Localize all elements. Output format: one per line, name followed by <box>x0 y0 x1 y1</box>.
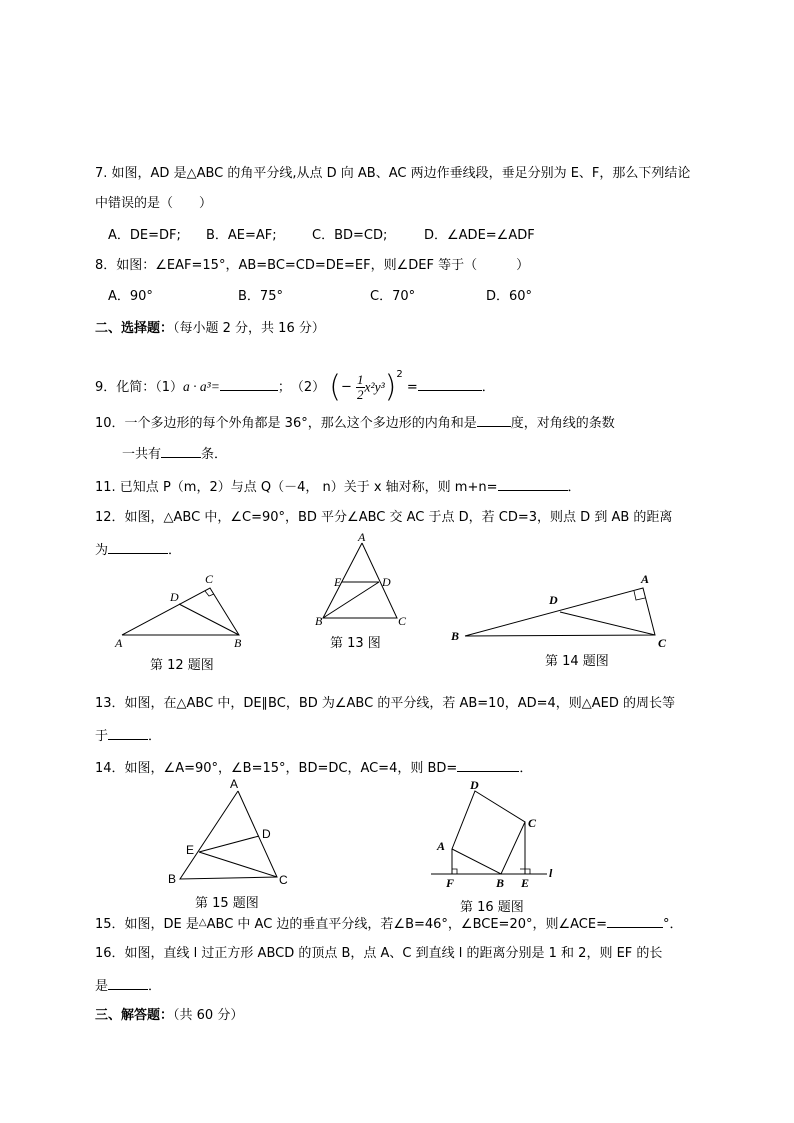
q14-text: 14．如图，∠A=90°，∠B=15°，BD=DC，AC=4，则 BD= <box>95 761 458 776</box>
q8-options <box>108 288 708 306</box>
q9-expr1: a · a³= <box>183 379 220 394</box>
q9-sep: ； （2） <box>277 380 326 395</box>
fig13-caption: 第 13 图 <box>330 636 381 651</box>
q15-end: °． <box>663 917 683 932</box>
q10-blank1[interactable] <box>477 413 511 427</box>
q10-line1 <box>95 413 615 433</box>
fig13-label-b: B <box>315 614 323 628</box>
section2-title: 二、选择题： <box>95 321 174 336</box>
q12-line1: 12．如图，△ABC 中，∠C=90°，BD 平分∠ABC 交 AC 于点 D，若 CD=3，则点 D 到 AB 的距离 <box>95 510 673 525</box>
q15-text1: 15．如图，DE 是 <box>95 917 199 932</box>
q16-line2 <box>95 976 161 996</box>
q12-line2 <box>95 540 181 560</box>
q16-blank[interactable] <box>108 976 148 990</box>
section3-note: （共 60 分） <box>173 1008 244 1023</box>
q7-option-d: D．∠ADE=∠ADF <box>424 228 535 243</box>
q15-blank[interactable] <box>607 914 663 928</box>
q15-text2: ABC 中 AC 边的垂直平分线，若∠B=46°，∠BCE=20°，则∠ACE= <box>206 917 607 932</box>
figure-15 <box>160 776 295 888</box>
section2-heading <box>95 320 325 338</box>
q9-fraction <box>356 373 365 402</box>
q8-text: 8．如图：∠EAF=15°，AB=BC=CD=DE=EF，则∠DEF 等于（ ） <box>95 258 530 273</box>
q13-line2b: ． <box>148 729 162 744</box>
q9-exponent: 2 <box>396 369 403 380</box>
q14-blank[interactable] <box>457 758 519 772</box>
section2-note: （每小题 2 分，共 16 分） <box>173 321 325 336</box>
q7-line2: 中错误的是（ ） <box>95 196 213 211</box>
q7-option-b: B．AE=AF; <box>206 228 277 243</box>
fig12-caption: 第 12 题图 <box>150 658 214 673</box>
q8-option-b: B．75° <box>238 289 283 304</box>
q8-option-a: A．90° <box>108 289 153 304</box>
q9-minus: − <box>340 379 352 395</box>
fig16-label-b: B <box>496 876 505 890</box>
q9-blank1[interactable] <box>220 377 278 391</box>
q11-blank[interactable] <box>498 477 568 491</box>
q10-blank2[interactable] <box>161 444 201 458</box>
q8-option-d: D．60° <box>486 289 533 304</box>
q16-line2b: ． <box>148 979 162 994</box>
q10-line2b: 条． <box>201 447 228 462</box>
q13-line2 <box>95 726 161 746</box>
fig16-label-a: A <box>437 839 446 853</box>
q7-line1: 7. 如图，AD 是△ABC 的角平分线,从点 D 向 AB、AC 两边作垂线段，垂足分别为 E、F，那么下列结论 <box>95 166 691 181</box>
figure-16 <box>425 776 565 892</box>
figure-14 <box>445 570 675 652</box>
figure-13 <box>310 530 415 630</box>
q12-line2b: ． <box>168 543 182 558</box>
q8-option-c: C．70° <box>370 289 416 304</box>
q9-eq: = <box>406 380 418 395</box>
fig16-label-f: F <box>446 876 455 890</box>
fig14-label-a: A <box>641 572 650 586</box>
q7-option-c: C．BD=CD; <box>312 228 388 243</box>
fig16-label-l: l <box>549 866 553 880</box>
q14 <box>95 758 532 778</box>
q9: 9．化简：（1）a · a³= ； （2） (− $\frac{1}{2}$ x²y³)$^2$ = ． <box>95 369 495 405</box>
q10-line2a: 一共有 <box>122 447 162 462</box>
fig14-label-d: D <box>549 593 558 607</box>
q7-option-a: A．DE=DF; <box>108 228 181 243</box>
fig15-label-b: B <box>168 872 177 886</box>
q13-blank[interactable] <box>108 726 148 740</box>
fig13-label-a: A <box>358 530 366 544</box>
fig13-label-d: D <box>382 575 391 589</box>
q11 <box>95 477 581 497</box>
q10-line1b: 度，对角线的条数 <box>510 416 615 431</box>
q15-triangle: △ <box>198 917 207 928</box>
fig13-label-e: E <box>334 575 342 589</box>
q11-text: 11. 已知点 P（m，2）与点 Q（－4， n）关于 x 轴对称，则 m+n= <box>95 480 498 495</box>
fig15-label-e: E <box>186 843 195 857</box>
fig15-label-a: A <box>230 777 239 791</box>
q9-body: x²y³ <box>364 379 385 395</box>
q10-line1a: 10．一个多边形的每个外角都是 36°，那么这个多边形的内角和是 <box>95 416 477 431</box>
q16-line1: 16．如图，直线 l 过正方形 ABCD 的顶点 B，点 A、C 到直线 l 的距离分别是 1 和 2，则 EF 的长 <box>95 946 663 961</box>
q14-end: ． <box>519 761 533 776</box>
q9-prefix: 9．化简：（1） <box>95 380 184 395</box>
fig16-label-c: C <box>528 816 537 830</box>
fig14-label-b: B <box>451 629 460 643</box>
fig12-label-a: A <box>115 636 123 650</box>
q10-line2 <box>122 444 227 464</box>
q9-left-paren: ( <box>329 369 341 405</box>
fig16-label-e: E <box>521 876 530 890</box>
fig12-label-c: C <box>205 572 214 586</box>
section3-title: 三、解答题： <box>95 1008 174 1023</box>
fig12-label-d: D <box>170 590 179 604</box>
fig15-label-d: D <box>262 827 271 841</box>
q15 <box>95 914 683 934</box>
section3-heading <box>95 1007 243 1025</box>
fig14-label-c: C <box>658 636 667 650</box>
q12-blank[interactable] <box>108 540 168 554</box>
fig15-caption: 第 15 题图 <box>195 896 259 911</box>
fig16-caption: 第 16 题图 <box>460 900 524 915</box>
q13-line1: 13．如图，在△ABC 中，DE∥BC，BD 为∠ABC 的平分线，若 AB=10，AD=4，则△AED 的周长等 <box>95 696 676 711</box>
q9-denominator: 2 <box>357 387 364 402</box>
q13-line2a: 于 <box>95 729 109 744</box>
q9-blank2[interactable] <box>418 377 482 391</box>
q11-end: ． <box>567 480 581 495</box>
q9-numerator: 1 <box>357 372 364 387</box>
fig13-label-c: C <box>398 614 407 628</box>
q16-line2a: 是 <box>95 979 109 994</box>
q7-options <box>108 227 708 245</box>
figure-12 <box>110 570 250 652</box>
fig14-caption: 第 14 题图 <box>545 654 609 669</box>
q9-right-paren: ) <box>384 369 397 405</box>
fig15-label-c: C <box>279 873 288 887</box>
fig12-label-b: B <box>234 636 242 650</box>
q12-line2a: 为 <box>95 543 109 558</box>
fig16-label-d: D <box>470 778 479 792</box>
